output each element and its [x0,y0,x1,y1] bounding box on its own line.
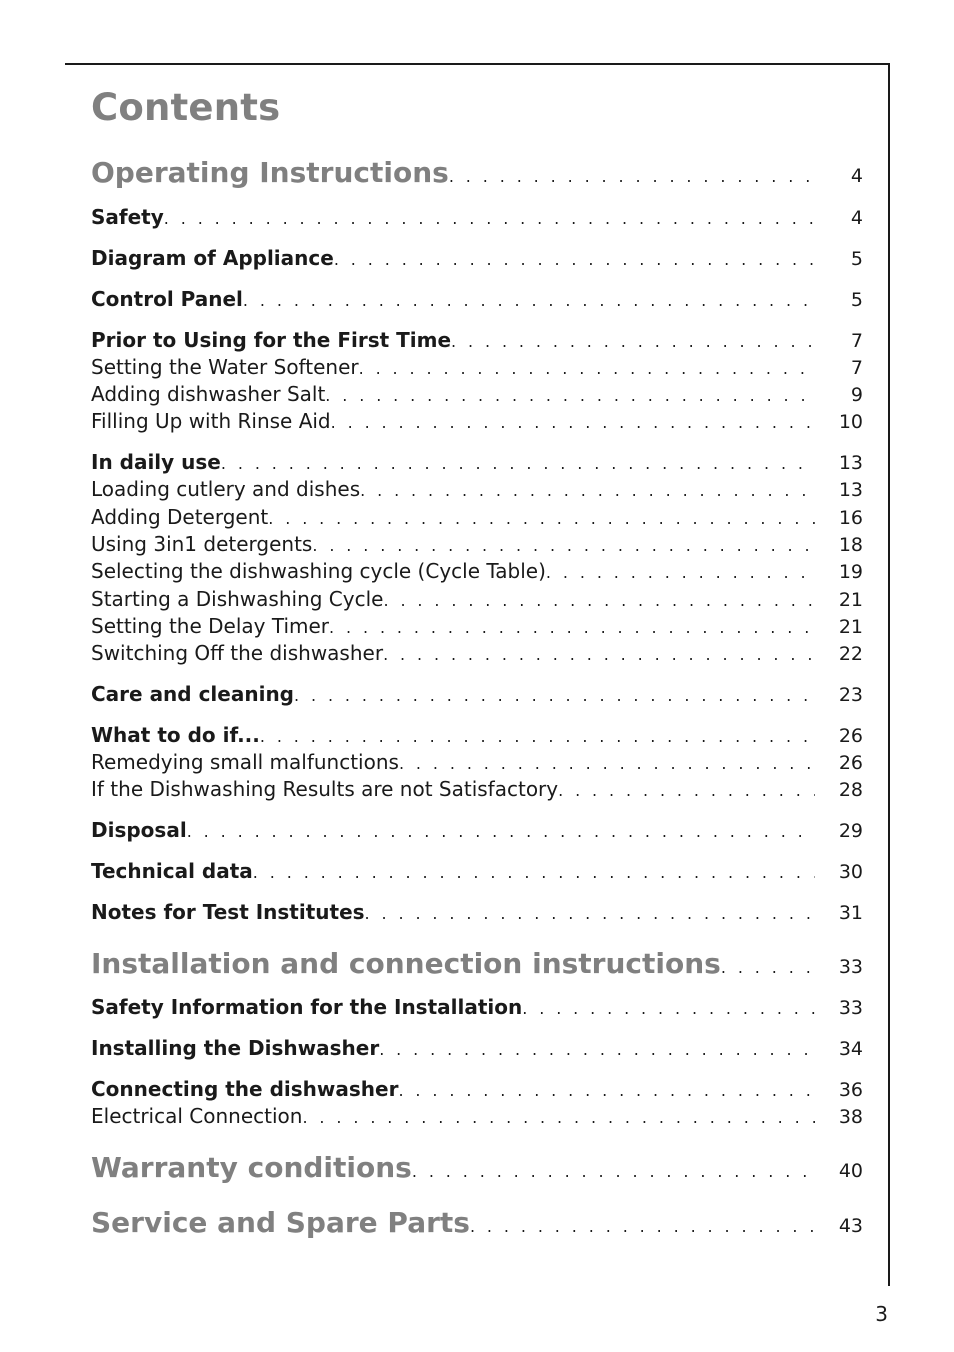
toc-entry-page: 4 [850,207,863,229]
toc-entry-safety[interactable] [91,205,863,229]
toc-entry-label: Starting a Dishwashing Cycle [91,587,384,611]
toc-entry-service-spare-parts[interactable] [91,1206,863,1239]
toc-entry-electrical-connection[interactable] [91,1104,863,1128]
toc-entry-warranty-conditions[interactable] [91,1151,863,1184]
toc-entry-installing-dishwasher[interactable] [91,1036,863,1060]
toc-entry-label: Selecting the dishwashing cycle (Cycle Table) [91,559,546,583]
dot-leader [451,332,815,351]
dot-leader [329,618,815,637]
right-rule [888,63,890,1286]
dot-leader [312,536,815,555]
toc-entry-diagram-of-appliance[interactable] [91,246,863,270]
dot-leader [253,863,815,882]
toc-entry-label: Prior to Using for the First Time [91,328,452,352]
toc-entry-switching-off[interactable] [91,641,863,665]
dot-leader [302,1108,815,1127]
toc-entry-label: What to do if... [91,723,260,747]
toc-entry-label: Using 3in1 detergents [91,532,313,556]
toc-entry-page: 5 [850,248,863,270]
toc-entry-label: Remedying small malfunctions [91,750,399,774]
toc-entry-label: Adding dishwasher Salt [91,382,326,406]
dot-leader [721,958,815,977]
toc-entry-label: Safety Information for the Installation [91,995,523,1019]
toc-entry-page: 16 [838,507,863,529]
toc-entry-label: Setting the Delay Timer [91,614,330,638]
dot-leader [294,686,815,705]
toc-entry-label: Installation and connection instructions [91,947,721,980]
dot-leader [187,822,815,841]
toc-entry-label: Care and cleaning [91,682,294,706]
toc-entry-label: In daily use [91,450,221,474]
toc-entry-3in1-detergents[interactable] [91,532,863,556]
toc-entry-label: Service and Spare Parts [91,1206,470,1239]
toc-entry-page: 21 [838,616,863,638]
dot-leader [470,1217,815,1236]
toc-entry-label: Notes for Test Institutes [91,900,365,924]
page-title: Contents [91,86,281,129]
toc-entry-page: 13 [838,479,863,501]
toc-entry-connecting-dishwasher[interactable] [91,1077,863,1101]
toc-entry-label: Adding Detergent [91,505,269,529]
table-of-contents [91,0,863,1352]
toc-entry-page: 4 [850,165,863,187]
dot-leader [522,999,815,1018]
dot-leader [221,454,815,473]
toc-entry-page: 33 [838,956,863,978]
page-number: 3 [875,1302,888,1326]
dot-leader [268,509,815,528]
toc-entry-label: Warranty conditions [91,1151,412,1184]
dot-leader [412,1162,815,1181]
toc-entry-page: 43 [838,1215,863,1237]
toc-entry-label: Technical data [91,859,253,883]
toc-entry-page: 36 [838,1079,863,1101]
toc-entry-remedying-malfunctions[interactable] [91,750,863,774]
toc-entry-page: 38 [838,1106,863,1128]
dot-leader [325,386,815,405]
toc-entry-label: Connecting the dishwasher [91,1077,399,1101]
toc-entry-page: 7 [850,330,863,352]
toc-entry-page: 34 [838,1038,863,1060]
toc-entry-in-daily-use[interactable] [91,450,863,474]
dot-leader [399,754,815,773]
toc-entry-prior-to-using[interactable] [91,328,863,352]
dot-leader [558,781,815,800]
dot-leader [398,1081,815,1100]
toc-entry-page: 9 [850,384,863,406]
dot-leader [383,645,815,664]
toc-entry-adding-detergent[interactable] [91,505,863,529]
toc-entry-label: Switching Off the dishwasher [91,641,384,665]
toc-entry-delay-timer[interactable] [91,614,863,638]
dot-leader [379,1040,815,1059]
toc-entry-page: 13 [838,452,863,474]
dot-leader [260,727,815,746]
toc-entry-page: 26 [838,752,863,774]
toc-entry-starting-cycle[interactable] [91,587,863,611]
toc-entry-label: Control Panel [91,287,243,311]
toc-entry-operating-instructions[interactable] [91,156,863,189]
dot-leader [546,563,815,582]
toc-entry-page: 26 [838,725,863,747]
dot-leader [360,481,815,500]
toc-entry-label: Loading cutlery and dishes [91,477,361,501]
toc-entry-installation-instructions[interactable] [91,947,863,980]
toc-entry-page: 19 [838,561,863,583]
toc-entry-label: Filling Up with Rinse Aid [91,409,331,433]
toc-entry-selecting-cycle[interactable] [91,559,863,583]
dot-leader [365,904,815,923]
dot-leader [449,167,815,186]
toc-entry-page: 21 [838,589,863,611]
dot-leader [334,250,815,269]
toc-entry-page: 29 [838,820,863,842]
toc-entry-label: Electrical Connection [91,1104,303,1128]
toc-entry-rinse-aid[interactable] [91,409,863,433]
dot-leader [243,291,815,310]
toc-entry-page: 33 [838,997,863,1019]
toc-entry-care-and-cleaning[interactable] [91,682,863,706]
toc-entry-label: Diagram of Appliance [91,246,334,270]
toc-entry-page: 18 [838,534,863,556]
toc-entry-label: Disposal [91,818,187,842]
toc-entry-page: 7 [850,357,863,379]
toc-entry-loading-cutlery[interactable] [91,477,863,501]
dot-leader [383,591,815,610]
toc-entry-technical-data[interactable] [91,859,863,883]
toc-entry-adding-salt[interactable] [91,382,863,406]
toc-entry-label: Operating Instructions [91,156,449,189]
toc-entry-page: 31 [838,902,863,924]
toc-entry-page: 28 [838,779,863,801]
dot-leader [331,413,815,432]
toc-entry-page: 5 [850,289,863,311]
toc-entry-disposal[interactable] [91,818,863,842]
toc-entry-control-panel[interactable] [91,287,863,311]
dot-leader [359,359,815,378]
toc-entry-page: 23 [838,684,863,706]
toc-entry-what-to-do-if[interactable] [91,723,863,747]
toc-entry-notes-test-institutes[interactable] [91,900,863,924]
toc-entry-safety-installation[interactable] [91,995,863,1019]
toc-entry-label: Setting the Water Softener [91,355,359,379]
dot-leader [164,209,815,228]
toc-entry-setting-water-softener[interactable] [91,355,863,379]
toc-entry-page: 10 [838,411,863,433]
toc-entry-page: 30 [838,861,863,883]
toc-entry-page: 22 [838,643,863,665]
toc-entry-results-not-satisfactory[interactable] [91,777,863,801]
toc-entry-label: Installing the Dishwasher [91,1036,380,1060]
toc-entry-label: Safety [91,205,164,229]
toc-entry-label: If the Dishwashing Results are not Satisfactory [91,777,559,801]
toc-entry-page: 40 [838,1160,863,1182]
